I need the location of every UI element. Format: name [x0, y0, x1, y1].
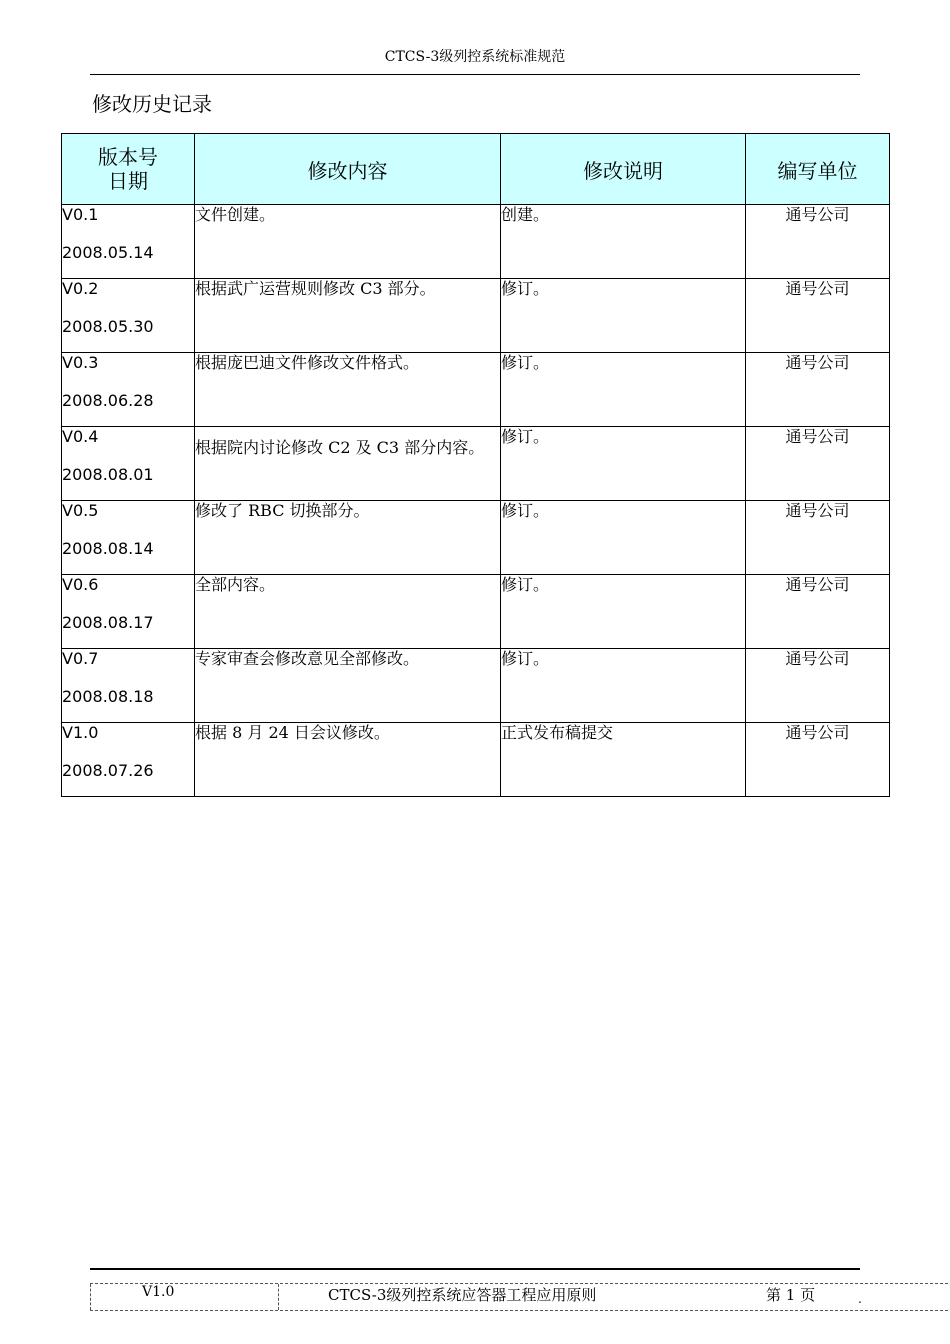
note-cell: 修订。	[501, 649, 746, 723]
unit-cell: 通号公司	[746, 723, 890, 797]
version-number: V1.0	[62, 723, 99, 742]
content-cell: 全部内容。	[195, 575, 501, 649]
version-cell	[62, 723, 195, 797]
table-row	[62, 205, 890, 279]
version-cell	[62, 353, 195, 427]
version-number: V0.5	[62, 501, 99, 520]
footer-divider	[90, 1268, 860, 1270]
content-cell: 文件创建。	[195, 205, 501, 279]
page-header: CTCS-3级列控系统标准规范	[384, 49, 566, 65]
unit-cell: 通号公司	[746, 575, 890, 649]
header-date-label: 日期	[108, 169, 148, 193]
table-row	[62, 427, 890, 501]
version-date: 2008.08.01	[62, 465, 154, 484]
note-cell: 修订。	[501, 575, 746, 649]
table-row	[62, 353, 890, 427]
version-cell	[62, 205, 195, 279]
version-cell	[62, 649, 195, 723]
table-header-row	[62, 134, 890, 205]
header-note: 修改说明	[501, 134, 746, 205]
footer-frame-left-edge	[90, 1284, 91, 1310]
version-cell	[62, 279, 195, 353]
unit-cell: 通号公司	[746, 501, 890, 575]
note-cell: 修订。	[501, 353, 746, 427]
note-cell: 正式发布稿提交	[501, 723, 746, 797]
note-cell: 修订。	[501, 427, 746, 501]
version-cell	[62, 501, 195, 575]
note-cell: 创建。	[501, 205, 746, 279]
version-cell	[62, 427, 195, 501]
content-cell: 根据庞巴迪文件修改文件格式。	[195, 353, 501, 427]
version-date: 2008.08.14	[62, 539, 154, 558]
version-number: V0.7	[62, 649, 99, 668]
content-cell: 修改了 RBC 切换部分。	[195, 501, 501, 575]
version-date: 2008.06.28	[62, 391, 154, 410]
note-cell: 修订。	[501, 279, 746, 353]
content-cell: 根据院内讨论修改 C2 及 C3 部分内容。	[195, 427, 501, 501]
version-date: 2008.07.26	[62, 761, 154, 780]
section-title: 修改历史记录	[92, 92, 212, 116]
content-cell: 专家审查会修改意见全部修改。	[195, 649, 501, 723]
version-date: 2008.05.30	[62, 317, 154, 336]
version-date: 2008.08.17	[62, 613, 154, 632]
footer-version: V1.0	[142, 1284, 175, 1300]
unit-cell: 通号公司	[746, 205, 890, 279]
header-unit: 编写单位	[746, 134, 890, 205]
version-number: V0.2	[62, 279, 99, 298]
content-cell: 根据武广运营规则修改 C3 部分。	[195, 279, 501, 353]
footer-frame-separator	[278, 1284, 279, 1310]
version-number: V0.4	[62, 427, 99, 446]
table-row	[62, 501, 890, 575]
header-version-label: 版本号	[98, 145, 158, 169]
unit-cell: 通号公司	[746, 353, 890, 427]
table-row	[62, 575, 890, 649]
header-divider	[90, 74, 860, 75]
header-version-date	[62, 134, 195, 205]
revision-history-table	[61, 133, 890, 797]
version-cell	[62, 575, 195, 649]
header-content: 修改内容	[195, 134, 501, 205]
table-row	[62, 649, 890, 723]
content-cell: 根据 8 月 24 日会议修改。	[195, 723, 501, 797]
unit-cell: 通号公司	[746, 427, 890, 501]
version-number: V0.6	[62, 575, 99, 594]
table-row	[62, 723, 890, 797]
footer-mark: .	[858, 1292, 862, 1306]
footer-document-title: CTCS-3级列控系统应答器工程应用原则	[328, 1286, 597, 1304]
note-cell: 修订。	[501, 501, 746, 575]
version-date: 2008.05.14	[62, 243, 154, 262]
version-number: V0.3	[62, 353, 99, 372]
table-row	[62, 279, 890, 353]
version-date: 2008.08.18	[62, 687, 154, 706]
footer-page-number: 第 1 页	[766, 1286, 816, 1304]
unit-cell: 通号公司	[746, 279, 890, 353]
version-number: V0.1	[62, 205, 99, 224]
unit-cell: 通号公司	[746, 649, 890, 723]
